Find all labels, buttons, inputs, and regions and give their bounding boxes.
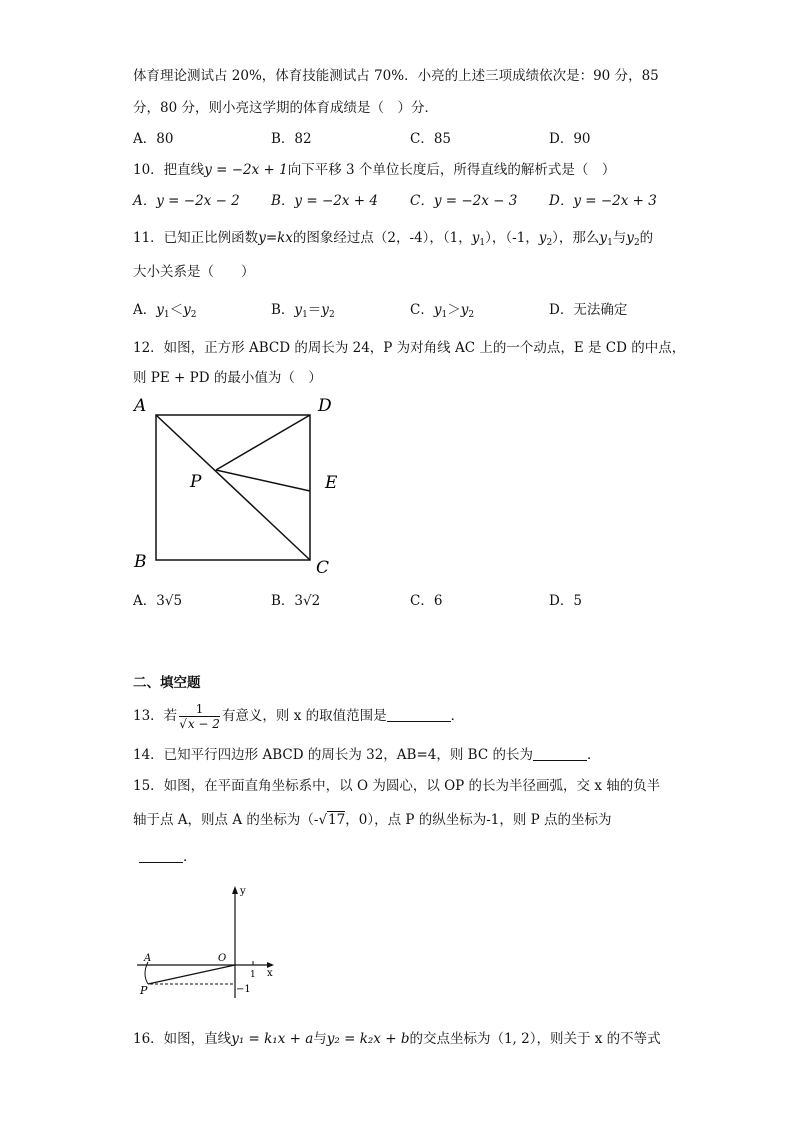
q15-answer-line	[139, 848, 197, 866]
q11-option-d: D．无法确定	[549, 302, 628, 318]
q11-option-a-label: A．	[133, 302, 157, 318]
label-neg-one: −1	[236, 984, 251, 995]
q9-option-b: B．82	[271, 131, 312, 147]
q11-option-b-label: B．	[271, 302, 295, 318]
q12-option-a: A．3√5	[133, 593, 183, 609]
q11-b-rel: ＝	[307, 302, 322, 318]
q15-end: ．	[183, 849, 197, 865]
label-one: 1	[250, 970, 256, 980]
q14-text: 14．已知平行四边形 ABCD 的周长为 32，AB=4，则 BC 的长为	[133, 747, 533, 763]
q11-text-a: 11．已知正比例函数	[133, 230, 259, 246]
q13-blank[interactable]	[387, 707, 451, 722]
q9-option-d: D．90	[549, 131, 591, 147]
q11-c-rel: ＞	[447, 302, 461, 318]
q11-line1	[133, 229, 653, 252]
q15-blank[interactable]	[139, 848, 183, 863]
q10-stem	[133, 161, 615, 179]
label-p: P	[190, 472, 202, 492]
q13-suffix: 有意义，则 x 的取值范围是	[221, 708, 387, 724]
y-axis-arrow	[232, 886, 238, 894]
q11-b-y2: y	[321, 302, 329, 318]
label-c: C	[316, 558, 330, 578]
q12-option-b: B．3√2	[271, 593, 321, 609]
square-figure	[120, 390, 350, 585]
q11-text-e: 与	[612, 230, 627, 246]
q11-a-rel: ＜	[169, 302, 184, 318]
q11-y2b-sub: 2	[633, 238, 640, 248]
q11-text-f: 的	[639, 230, 654, 246]
q10-equation: y = −2x + 1	[204, 162, 288, 178]
q13-denominator: √x − 2	[179, 717, 220, 731]
q11-a-y2: y	[183, 302, 191, 318]
q12-line1: 12．如图，正方形 ABCD 的周长为 24，P 为对角线 AC 上的一个动点，E 是 CD 的中点，	[133, 340, 686, 356]
q14-blank[interactable]	[533, 746, 587, 761]
label-a-point: A	[144, 953, 152, 964]
q10-option-b: B．y = −2x + 4	[271, 193, 378, 209]
q11-y2b: y	[626, 230, 634, 246]
q11-c-sub2: 2	[468, 310, 475, 320]
q11-c-sub1: 1	[441, 310, 448, 320]
q10-option-c: C．y = −2x − 3	[410, 193, 518, 209]
q9-option-c: C．85	[410, 131, 452, 147]
q11-y1: y	[471, 230, 480, 246]
q12-line2: 则 PE + PD 的最小值为（ ）	[133, 370, 322, 386]
q13-prefix: 13．若	[133, 708, 178, 724]
q10-option-a: A．y = −2x − 2	[133, 193, 240, 209]
q11-a-sub2: 2	[190, 310, 197, 320]
q9-option-a: A．80	[133, 131, 174, 147]
q12-option-d: D．5	[549, 593, 582, 609]
q16-stem	[133, 1030, 661, 1048]
q14-stem	[133, 746, 600, 764]
q11-b-sub1: 1	[302, 310, 308, 320]
q15-text-b: ，0），点 P 的纵坐标为-1，则 P 点的坐标为	[345, 812, 612, 828]
q11-b-y1: y	[294, 302, 303, 318]
q11-text-d: ），那么	[552, 230, 600, 246]
q11-y2-sub: 2	[546, 238, 553, 248]
q15-sqrt-17: 17	[328, 812, 346, 828]
q11-a-y1: y	[156, 302, 164, 318]
q9-line1: 体育理论测试占 20%，体育技能测试占 70%．小亮的上述三项成绩依次是：90 分，85	[133, 68, 659, 84]
section-title: 二、填空题	[133, 675, 201, 691]
q10-prefix: 10．把直线	[133, 162, 205, 178]
label-b: B	[134, 552, 147, 572]
segment-op	[148, 965, 235, 984]
label-e: E	[325, 473, 338, 493]
q13-end: ．	[450, 708, 465, 724]
q11-a-sub1: 1	[163, 310, 170, 320]
q13-numerator: 1	[179, 702, 220, 717]
segment-pd	[216, 415, 310, 470]
label-y: y	[240, 886, 246, 897]
q11-c-y2: y	[460, 302, 469, 318]
label-d: D	[318, 396, 332, 416]
q16-equation1: y₁ = k₁x + a	[231, 1031, 314, 1047]
q11-option-c-label: C．	[410, 302, 434, 318]
label-o: O	[218, 953, 227, 964]
segment-pe	[216, 470, 310, 491]
label-p-point: P	[140, 984, 148, 997]
q16-suffix: 的交点坐标为（1, 2），则关于 x 的不等式	[409, 1031, 661, 1047]
q16-equation2: y₂ = k₂x + b	[326, 1031, 410, 1047]
q10-option-d: D．y = −2x + 3	[549, 193, 657, 209]
q11-option-b	[271, 301, 335, 324]
q12-option-c: C．6	[410, 593, 443, 609]
diagonal-ac	[156, 415, 310, 560]
q11-text-c: ），（-1，	[485, 230, 539, 246]
q11-b-sub2: 2	[328, 310, 335, 320]
q13-stem	[133, 700, 464, 732]
q15-line1: 15．如图，在平面直角坐标系中，以 O 为圆心，以 OP 的长为半径画弧，交 x 轴的负半	[133, 778, 661, 794]
q11-y1b: y	[599, 230, 608, 246]
q9-line2: 分，80 分，则小亮这学期的体育成绩是（ ）分．	[133, 100, 438, 116]
q11-option-a	[133, 301, 197, 324]
q11-function: y=kx	[258, 230, 293, 246]
q14-end: ．	[586, 747, 601, 763]
q15-text-a: 轴于点 A，则点 A 的坐标为（-	[133, 812, 319, 828]
q11-line2: 大小关系是（ ）	[133, 264, 255, 280]
q11-y1-sub: 1	[479, 238, 486, 248]
q13-fraction	[179, 702, 220, 731]
coordinate-figure	[132, 880, 292, 1005]
q10-suffix: 向下平移 3 个单位长度后，所得直线的解析式是（ ）	[287, 162, 616, 178]
q11-text-b: 的图象经过点（2，-4），（1，	[292, 230, 472, 246]
q11-y2: y	[538, 230, 547, 246]
q16-mid: 与	[313, 1031, 327, 1047]
q13-radicand: x − 2	[187, 717, 220, 731]
q11-y1b-sub: 1	[607, 238, 613, 248]
q11-option-c	[410, 301, 474, 324]
q16-prefix: 16．如图，直线	[133, 1031, 232, 1047]
label-x: x	[267, 968, 273, 979]
q11-c-y1: y	[433, 302, 442, 318]
label-a: A	[134, 396, 147, 416]
q15-line2: 轴于点 A，则点 A 的坐标为（-√17，0），点 P 的纵坐标为-1，则 P 点的坐标为	[133, 812, 612, 828]
